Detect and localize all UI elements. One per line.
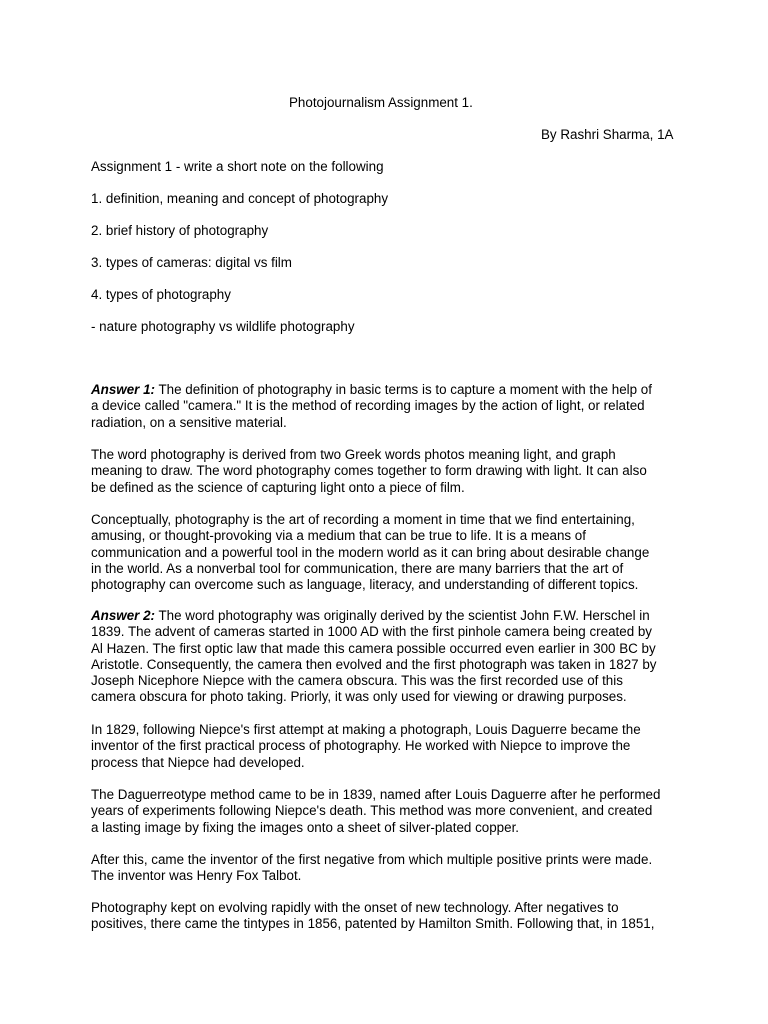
answer2-paragraph-5: Photography kept on evolving rapidly with the onset of new technology. After negatives to positives, there came the tintypes in 1856, patented by Hamilton Smith. Following that, in 1851, [91,900,655,932]
topic-item: 2. brief history of photography [91,223,269,238]
author-line: By Rashri Sharma, 1A [541,127,674,142]
answer2-paragraph-1: Answer 2: The word photography was originally derived by the scientist John F.W. Herschel in 1839. The advent of cameras started in 1000 AD with the first pinhole camera being created by Al Hazen. The first optic law that made this camera possible occurred even earlier in 300 BC by Aristotle. Consequently, the camera then evolved and the first photograph was taken in 1827 by Joseph Nicephore Niepce with the camera obscura. This was the first recorded use of this camera obscura for photo taking. Priorly, it was only used for viewing or drawing purposes. [91,608,657,705]
answer2-paragraph-2: In 1829, following Niepce's first attempt at making a photograph, Louis Daguerre became the inventor of the first practical process of photography. He worked with Niepce to improve the process that Niepce had developed. [91,722,641,770]
topic-item: 4. types of photography [91,287,231,302]
assignment-prompt: Assignment 1 - write a short note on the following [91,159,384,174]
answer1-paragraph-3: Conceptually, photography is the art of recording a moment in time that we find entertaining, amusing, or thought-provoking via a medium that can be true to life. It is a means of communication and a powerful tool in the modern world as it can bring about desirable change in the world. As a nonverbal tool for communication, there are many barriers that the art of photography can overcome such as language, literacy, and understanding of different topics. [91,512,650,593]
answer2-label: Answer 2: [91,608,155,623]
topic-item: 1. definition, meaning and concept of photography [91,191,389,206]
answer2-paragraph-4: After this, came the inventor of the first negative from which multiple positive prints were made. The inventor was Henry Fox Talbot. [91,852,653,884]
topic-item: 3. types of cameras: digital vs film [91,255,292,270]
document-title: Photojournalism Assignment 1. [289,95,473,110]
answer1-label: Answer 1: [91,382,155,397]
topic-item: - nature photography vs wildlife photography [91,319,355,334]
answer1-paragraph-1: Answer 1: The definition of photography in basic terms is to capture a moment with the help of a device called "camera." It is the method of recording images by the action of light, or related radiation, on a sensitive material. [91,382,652,430]
answer2-paragraph-3: The Daguerreotype method came to be in 1839, named after Louis Daguerre after he performed years of experiments following Niepce's death. This method was more convenient, and created a lasting image by fixing the images onto a sheet of silver-plated copper. [91,787,661,835]
answer1-paragraph-2: The word photography is derived from two Greek words photos meaning light, and graph meaning to draw. The word photography comes together to form drawing with light. It can also be defined as the science of capturing light onto a piece of film. [91,447,647,495]
